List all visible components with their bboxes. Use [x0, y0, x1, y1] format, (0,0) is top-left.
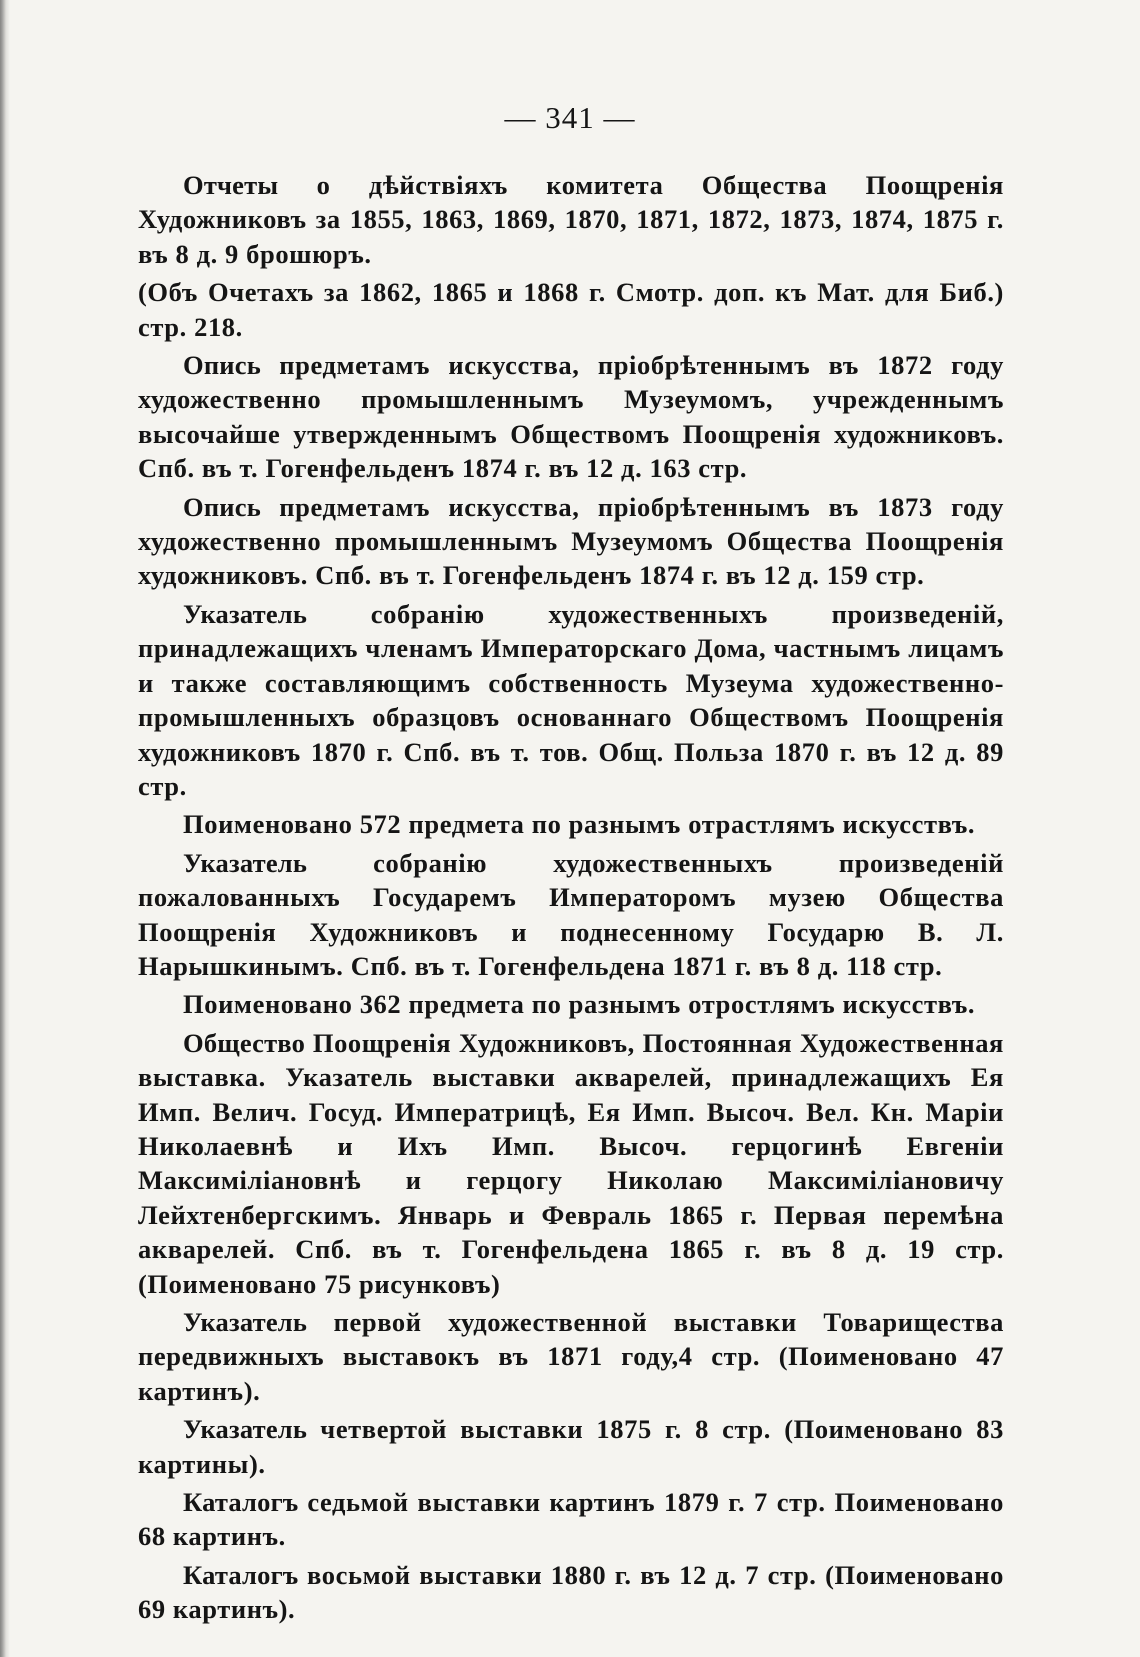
- entry-ukazatel-1875: [138, 1412, 1004, 1481]
- entry-body: собранію художественныхъ произведеній пожалованныхъ Государемъ Императоромъ музею Общества Поощренія Художниковъ и поднесенному Государю В. Л. Нарышкинымъ. Спб. въ т. Гогенфельдена 1871 г. въ 8 д. 118 стр.: [138, 847, 1004, 981]
- entry-opis-1873: [138, 490, 1004, 593]
- entry-body: Поименовано 362 предмета по разнымъ отростлямъ искусствъ.: [183, 989, 976, 1020]
- entry-lead: Опись: [183, 491, 261, 522]
- entry-lead: Опись: [183, 350, 261, 381]
- entry-lead: Отчеты: [183, 170, 279, 200]
- entry-lead: Каталогъ: [183, 1487, 299, 1518]
- entry-body: Поименовано 572 предмета по разнымъ отрастлямъ искусствъ.: [183, 809, 976, 840]
- entry-body: первой художественной выставки Товарищества передвижныхъ выставокъ въ 1871 году,4 стр. (Поименовано 47 картинъ).: [138, 1307, 1004, 1406]
- entry-note-362: [138, 987, 1004, 1021]
- entry-lead: Каталогъ: [183, 1559, 299, 1590]
- page-number: — 341 —: [504, 100, 636, 135]
- entry-body: четвертой выставки 1875 г. 8 стр. (Поименовано 83 картины).: [138, 1414, 1004, 1479]
- entry-lead: Указатель: [183, 1307, 308, 1337]
- entry-katalog-1880: [138, 1558, 1004, 1627]
- entry-body: предметамъ искусства, пріобрѣтеннымъ въ 1873 году художественно промышленнымъ Музеумомъ Общества Поощренія художниковъ. Спб. въ т. Гогенфельденъ 1874 г. въ 12 д. 159 стр.: [138, 491, 1004, 591]
- entry-body: восьмой выставки 1880 г. въ 12 д. 7 стр. (Поименовано 69 картинъ).: [138, 1559, 1004, 1625]
- entry-lead: Указатель: [183, 598, 308, 629]
- entry-ukazatel-1870: [138, 597, 1004, 803]
- entry-katalog-1879: [138, 1485, 1004, 1554]
- entry-body: предметамъ искусства, пріобрѣтеннымъ въ 1872 году художественно промышленнымъ Музеумомъ, учрежденнымъ высочайше утвержденнымъ Обществомъ Поощренія художниковъ. Спб. въ т. Гогенфельденъ 1874 г. въ 12 д. 163 стр.: [138, 350, 1004, 484]
- entry-body: собранію художественныхъ произведеній, принадлежащихъ членамъ Императорскаго Дома, частнымъ лицамъ и также составляющимъ собственность Музеума художественно-промышленныхъ образцовъ основаннаго Обществомъ Поощренія художниковъ 1870 г. Спб. въ т. тов. Общ. Польза 1870 г. въ 12 д. 89 стр.: [138, 598, 1004, 801]
- entry-ukazatel-1871: [138, 846, 1004, 984]
- entry-note-572: [138, 807, 1004, 841]
- scan-edge-shadow: [0, 0, 10, 1657]
- entry-body: о дѣйствіяхъ комитета Общества Поощренія Художниковъ за 1855, 1863, 1869, 1870, 1871, 1872, 1873, 1874, 1875 г. въ 8 д. 9 брошюръ.: [138, 170, 1004, 269]
- entry-opis-1872: [138, 348, 1004, 486]
- page-text: [138, 168, 1004, 1631]
- entry-obshchestvo: [138, 1026, 1004, 1301]
- entry-otchety: [138, 168, 1004, 271]
- entry-body: седьмой выставки картинъ 1879 г. 7 стр. Поименовано 68 картинъ.: [138, 1487, 1004, 1552]
- entry-note-otchety: [138, 275, 1004, 344]
- entry-body: Поощренія Художниковъ, Постоянная Художественная выставка. Указатель выставки акварелей, принадлежащихъ Ея Имп. Велич. Госуд. Императрицѣ, Ея Имп. Высоч. Вел. Кн. Маріи Николаевнѣ и Ихъ Имп. Высоч. герцогинѣ Евгеніи Максиміліановнѣ и герцогу Николаю Максиміліановичу Лейхтенбергскимъ. Январь и Февраль 1865 г. Первая перемѣна акварелей. Спб. въ т. Гогенфельдена 1865 г. въ 8 д. 19 стр. (Поименовано 75 рисунковъ): [138, 1027, 1004, 1299]
- entry-lead: Указатель: [183, 1414, 308, 1445]
- entry-body: (Объ Очетахъ за 1862, 1865 и 1868 г. Смотр. доп. къ Мат. для Биб.) стр. 218.: [138, 277, 1004, 342]
- entry-lead: Общество: [183, 1027, 306, 1058]
- entry-ukazatel-peredvizhnye: [138, 1305, 1004, 1408]
- entry-lead: Указатель: [183, 847, 308, 878]
